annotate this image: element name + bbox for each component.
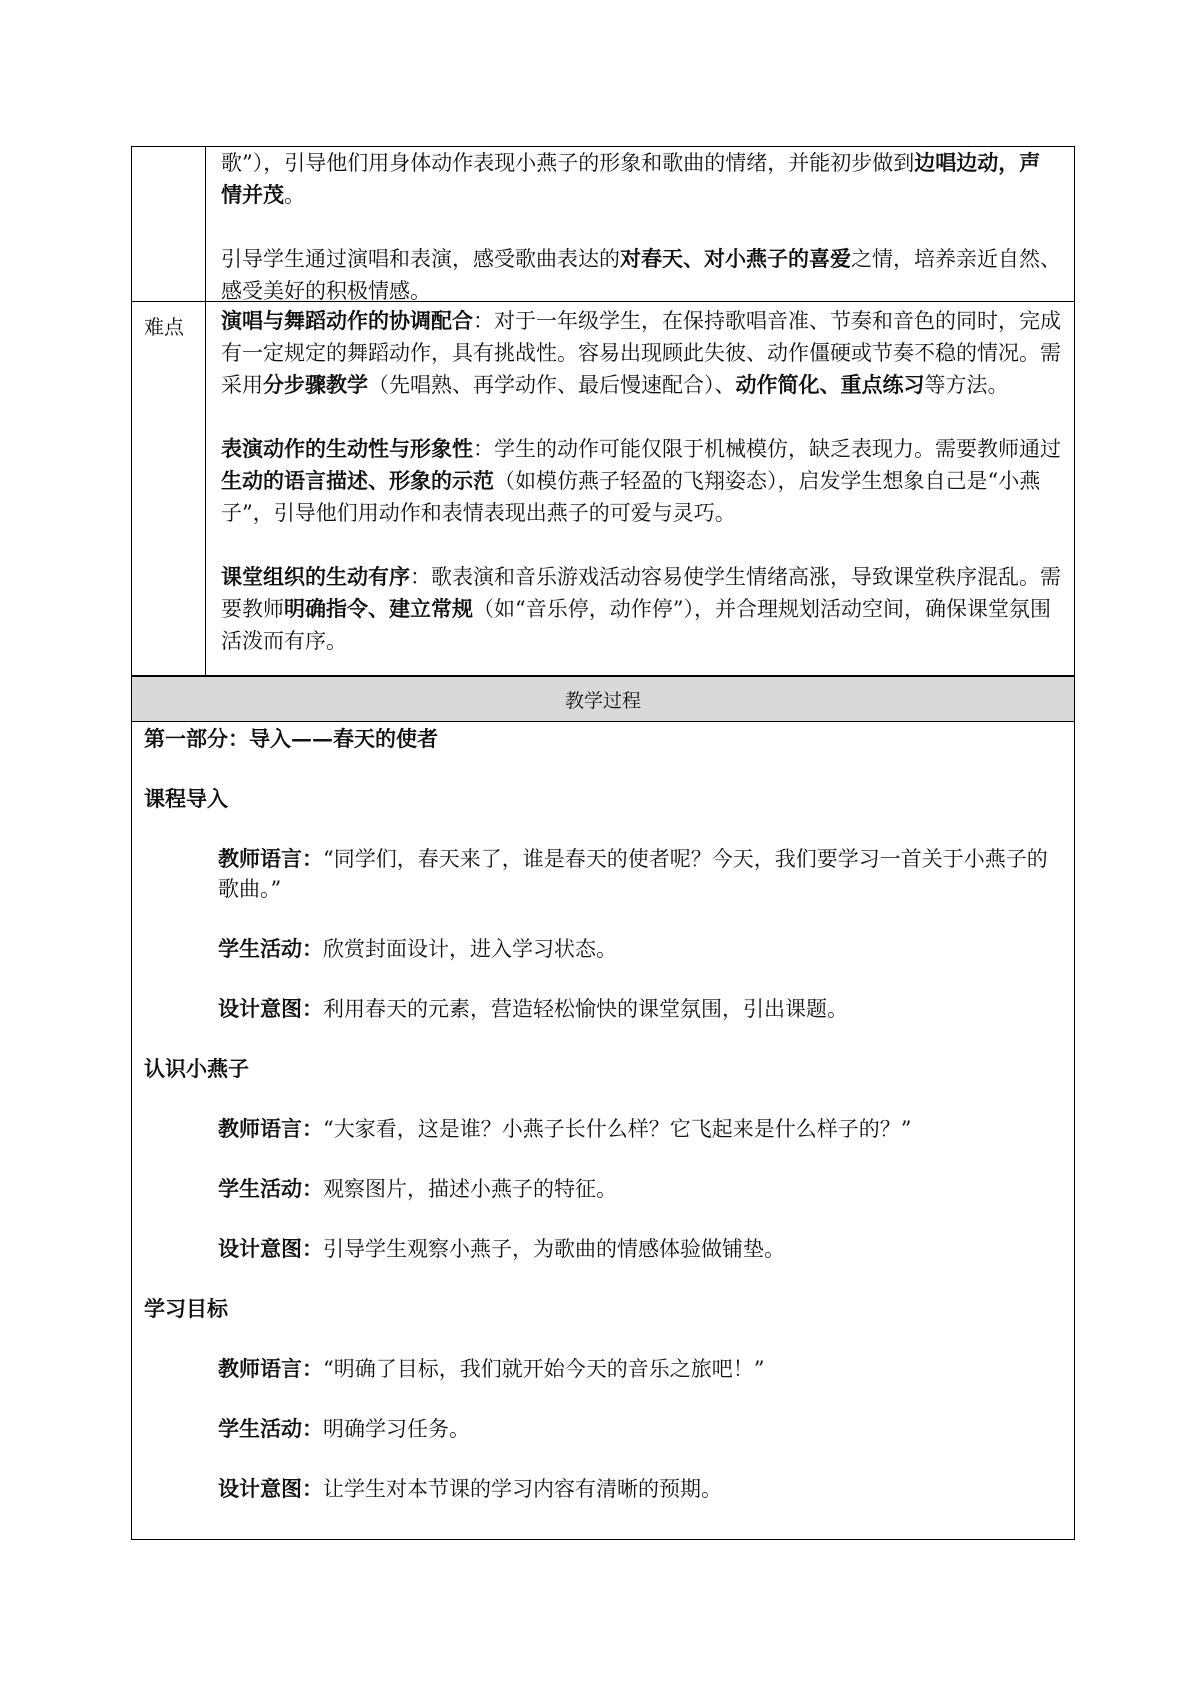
text-run: ：对于一年级学生，在保持歌唱音准、节奏和音色的同时，完成有一定规定的舞蹈动作，具有挑战性。容易出现顾此失彼、动作僵硬或节奏不稳的情况。需采用	[221, 309, 1061, 397]
column-divider	[205, 147, 206, 675]
text-run: （先唱熟、再学动作、最后慢速配合）、	[368, 373, 736, 397]
item-label: 设计意图：	[218, 1236, 323, 1261]
part-title: 第一部分：导入——春天的使者	[144, 726, 438, 751]
item-text: 引导学生观察小燕子，为歌曲的情感体验做铺垫。	[323, 1237, 785, 1261]
text-run: 。	[284, 183, 305, 207]
difficulty-paragraph-2	[221, 433, 1061, 529]
bold-run: 边唱边动，声情并茂	[221, 150, 1041, 207]
bold-run: 课堂组织的生动有序	[221, 564, 410, 589]
text-run: （如“音乐停，动作停”），并合理规划活动空间，确保课堂氛围活泼而有序。	[221, 597, 1051, 653]
teacher-speech	[218, 844, 1064, 904]
item-label: 教师语言：	[218, 846, 323, 871]
process-table	[131, 722, 1075, 1540]
difficulty-paragraph-3	[221, 561, 1061, 657]
student-activity	[218, 1174, 1064, 1204]
text-run: 等方法。	[924, 373, 1009, 397]
item-text: “同学们，春天来了，谁是春天的使者呢？今天，我们要学习一首关于小燕子的歌曲。”	[218, 847, 1048, 901]
text-run: ：歌表演和音乐游戏活动容易使学生情绪高涨，导致课堂秩序混乱。需要教师	[221, 565, 1061, 621]
section-title: 认识小燕子	[144, 1056, 249, 1081]
item-text: 明确学习任务。	[323, 1417, 470, 1441]
bold-run: 动作简化、重点练习	[735, 372, 925, 397]
objectives-cell	[221, 147, 1061, 307]
process-content	[144, 724, 1064, 1504]
item-text: “明确了目标，我们就开始今天的音乐之旅吧！”	[323, 1357, 765, 1381]
item-text: 利用春天的元素，营造轻松愉快的课堂氛围，引出课题。	[323, 997, 848, 1021]
design-intent	[218, 1234, 1064, 1264]
item-label: 教师语言：	[218, 1356, 323, 1381]
student-activity	[218, 1414, 1064, 1444]
item-label: 设计意图：	[218, 1476, 323, 1501]
text-run: 之情，培养亲近自然、感受美好的积极情感。	[221, 247, 1061, 303]
bold-run: 明确指令、建立常规	[284, 596, 473, 621]
item-label: 教师语言：	[218, 1116, 323, 1141]
item-label: 学生活动：	[218, 936, 323, 961]
difficulty-label: 难点	[144, 315, 184, 339]
difficulty-paragraph-1	[221, 305, 1061, 401]
teacher-speech	[218, 1114, 1064, 1144]
design-intent	[218, 1474, 1064, 1504]
objective-paragraph-2	[221, 243, 1061, 307]
bold-run: 表演动作的生动性与形象性	[221, 436, 473, 461]
section-title: 学习目标	[144, 1296, 228, 1321]
design-intent	[218, 994, 1064, 1024]
item-text: 让学生对本节课的学习内容有清晰的预期。	[323, 1477, 722, 1501]
item-label: 学生活动：	[218, 1176, 323, 1201]
process-header: 教学过程	[131, 676, 1075, 722]
text-run: 歌”），引导他们用身体动作表现小燕子的形象和歌曲的情绪，并能初步做到	[221, 151, 915, 175]
text-run: （如模仿燕子轻盈的飞翔姿态），启发学生想象自己是“小燕子”，引导他们用动作和表情表现出燕子的可爱与灵巧。	[221, 469, 1041, 525]
item-label: 学生活动：	[218, 1416, 323, 1441]
objectives-table	[131, 146, 1075, 676]
student-activity	[218, 934, 1064, 964]
teacher-speech	[218, 1354, 1064, 1384]
item-text: 观察图片，描述小燕子的特征。	[323, 1177, 617, 1201]
item-label: 设计意图：	[218, 996, 323, 1021]
bold-run: 生动的语言描述、形象的示范	[221, 468, 494, 493]
text-run: ：学生的动作可能仅限于机械模仿，缺乏表现力。需要教师通过	[473, 437, 1061, 461]
objective-paragraph-1	[221, 147, 1061, 211]
bold-run: 演唱与舞蹈动作的协调配合	[221, 308, 473, 333]
text-run: 引导学生通过演唱和表演，感受歌曲表达的	[221, 247, 620, 271]
section-title: 课程导入	[144, 786, 228, 811]
item-text: “大家看，这是谁？小燕子长什么样？它飞起来是什么样子的？”	[323, 1117, 912, 1141]
bold-run: 分步骤教学	[263, 372, 368, 397]
item-text: 欣赏封面设计，进入学习状态。	[323, 937, 617, 961]
difficulty-cell	[221, 305, 1061, 657]
bold-run: 对春天、对小燕子的喜爱	[620, 246, 851, 271]
